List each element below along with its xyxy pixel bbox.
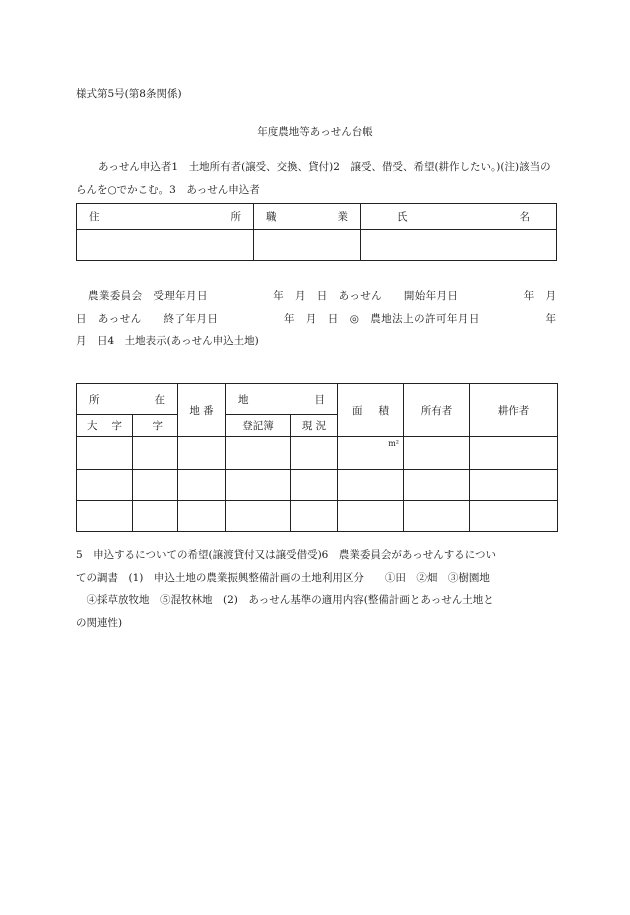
header-owner: 所有者	[404, 384, 470, 437]
applicant-table	[76, 203, 557, 261]
header-aza: 字	[133, 415, 178, 437]
land-table	[76, 383, 558, 532]
land-table-row	[77, 437, 558, 470]
header-registry: 登記簿	[226, 415, 291, 437]
header-category: 地 目	[226, 384, 338, 415]
section-5-6	[76, 544, 556, 634]
address-cell[interactable]	[77, 230, 254, 261]
document-title: 年度農地等あっせん台帳	[257, 126, 373, 138]
committee-dates: 農業委員会 受理年月日 年 月 日 あっせん 開始年月日 年 月 日 あっせん 終了年月日 年 月 日 ◎ 農地法上の許可年月日 年 月 日4 土地表示(あっせん申込土地)	[76, 290, 567, 347]
applicant-table-header	[77, 204, 557, 230]
header-oaza: 大 字	[77, 415, 133, 437]
name-cell[interactable]	[361, 230, 557, 261]
applicant-table-row	[77, 230, 557, 261]
land-table-header-row-1	[77, 384, 558, 415]
applicant-intro: あっせん申込者1 土地所有者(譲受、交換、貸付)2 譲受、借受、希望(耕作したい。)(注)該当のらんを○でかこむ。3 あっせん申込者	[76, 161, 551, 196]
land-table-row	[77, 470, 558, 501]
header-name: 氏 名	[361, 204, 557, 230]
header-current: 現 況	[291, 415, 338, 437]
section-line: の関連性)	[76, 616, 123, 629]
land-table-row	[77, 501, 558, 532]
header-occupation: 職 業	[254, 204, 361, 230]
header-area: 面 積	[338, 384, 404, 437]
header-lot-number: 地 番	[178, 384, 226, 437]
header-cultivator: 耕作者	[470, 384, 558, 437]
header-location: 所 在	[77, 384, 178, 415]
section-line: 5 申込するについての希望(譲渡貸付又は譲受借受)6 農業委員会があっせんするについ	[76, 549, 497, 561]
area-unit[interactable]: m²	[338, 437, 404, 470]
section-line: ④採草放牧地 ⑤混牧林地 (2) あっせん基準の適用内容(整備計画とあっせん土地と	[76, 594, 494, 606]
form-number: 様式第5号(第8条関係)	[76, 88, 182, 100]
occupation-cell[interactable]	[254, 230, 361, 261]
section-line: ての調書 (1) 申込土地の農業振興整備計画の土地利用区分 ①田 ②畑 ③樹園地	[76, 571, 490, 584]
header-address: 住 所	[77, 204, 254, 230]
